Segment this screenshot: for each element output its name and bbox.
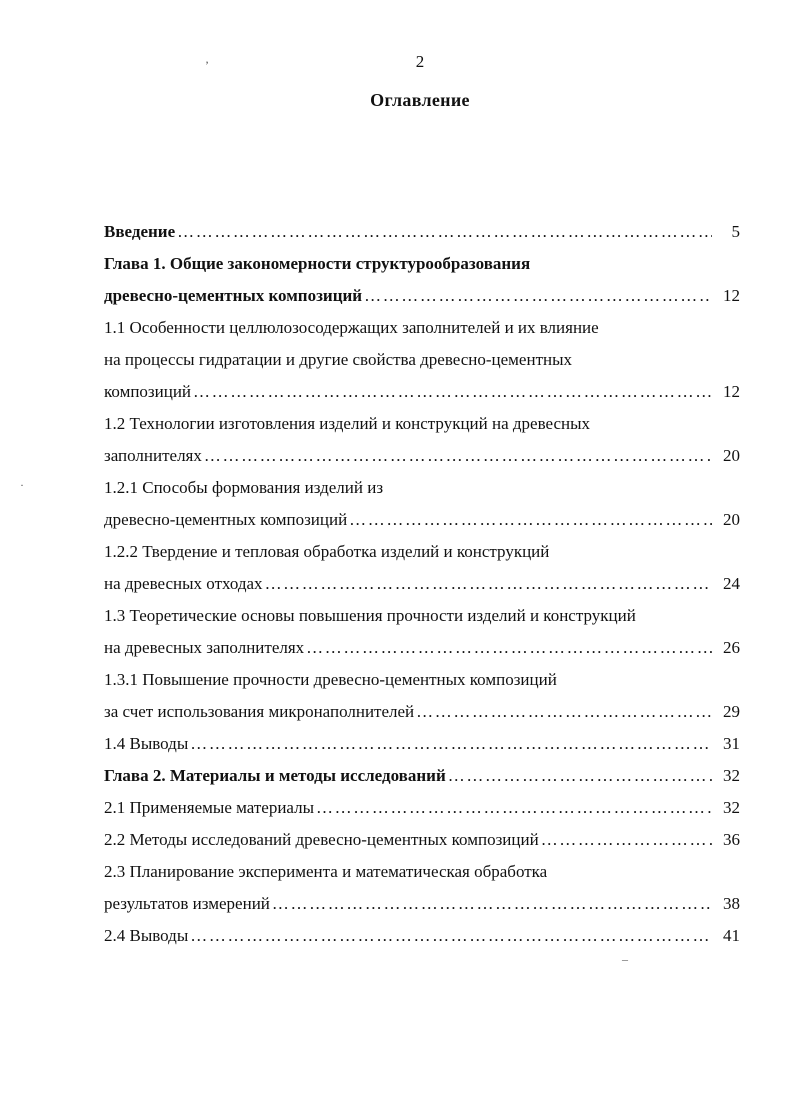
toc-entry-1-4[interactable] bbox=[104, 731, 740, 757]
toc-entry-1-1-line-1[interactable] bbox=[104, 315, 740, 341]
dot-leader bbox=[272, 891, 712, 917]
toc-entry-text: 1.2 Технологии изготовления изделий и конструкций на древесных bbox=[104, 414, 591, 433]
toc-entry-text: заполнителях bbox=[104, 446, 202, 465]
toc-entry-text: 1.2.2 Твердение и тепловая обработка изделий и конструкций bbox=[104, 542, 550, 561]
toc-entry-2-3-line-1[interactable] bbox=[104, 859, 740, 885]
toc-page-number: 5 bbox=[731, 222, 740, 241]
page-number: 2 bbox=[415, 52, 425, 71]
toc-page-number: 32 bbox=[723, 798, 740, 817]
toc-entry-chapter-1-line-1[interactable] bbox=[104, 251, 740, 277]
toc-page-number: 32 bbox=[723, 766, 740, 785]
toc-entry-1-3[interactable] bbox=[104, 635, 740, 661]
toc-page-number: 24 bbox=[723, 574, 740, 593]
dot-leader bbox=[193, 379, 712, 405]
toc-entry-chapter-1[interactable] bbox=[104, 283, 740, 309]
toc-entry-introduction[interactable] bbox=[104, 219, 740, 245]
toc-page-number: 36 bbox=[723, 830, 740, 849]
toc-entry-text: древесно-цементных композиций bbox=[104, 286, 363, 305]
toc-page-number: 20 bbox=[723, 510, 740, 529]
toc-entry-text: 1.3.1 Повышение прочности древесно-цементных композиций bbox=[104, 670, 557, 689]
toc-page-number: 41 bbox=[723, 926, 740, 945]
toc-entry-1-2[interactable] bbox=[104, 443, 740, 469]
toc-entry-1-1[interactable] bbox=[104, 379, 740, 405]
toc-entry-text: 2.3 Планирование эксперимента и математическая обработка bbox=[104, 862, 548, 881]
toc-entry-2-1[interactable] bbox=[104, 795, 740, 821]
toc-entry-1-2-line-1[interactable] bbox=[104, 411, 740, 437]
dot-leader bbox=[416, 699, 712, 725]
dot-leader bbox=[177, 219, 712, 245]
dot-leader bbox=[316, 795, 712, 821]
toc-page-number: 38 bbox=[723, 894, 740, 913]
toc-entry-text: результатов измерений bbox=[104, 894, 270, 913]
dot-leader bbox=[541, 827, 712, 853]
toc-entry-text: 1.2.1 Способы формования изделий из bbox=[104, 478, 384, 497]
toc-entry-2-4[interactable] bbox=[104, 923, 740, 949]
toc-entry-text: древесно-цементных композиций bbox=[104, 510, 348, 529]
toc-entry-text: 1.4 Выводы bbox=[104, 734, 189, 753]
toc-entry-2-3[interactable] bbox=[104, 891, 740, 917]
toc-entry-text: 2.4 Выводы bbox=[104, 926, 189, 945]
toc-entry-1-1-line-2[interactable] bbox=[104, 347, 740, 373]
scan-speck: – bbox=[622, 952, 628, 966]
toc-page-number: 20 bbox=[723, 446, 740, 465]
toc-entry-2-2[interactable] bbox=[104, 827, 740, 853]
toc-entry-text: композиций bbox=[104, 382, 192, 401]
dot-leader bbox=[190, 731, 712, 757]
dot-leader bbox=[448, 763, 712, 789]
dot-leader bbox=[306, 635, 712, 661]
toc-page-number: 29 bbox=[723, 702, 740, 721]
toc-entry-1-2-2-line-1[interactable] bbox=[104, 539, 740, 565]
toc-entry-1-3-1-line-1[interactable] bbox=[104, 667, 740, 693]
toc-entry-text: Глава 1. Общие закономерности структурообразования bbox=[104, 254, 531, 273]
toc-entry-chapter-2[interactable] bbox=[104, 763, 740, 789]
toc-title: Оглавление bbox=[370, 90, 470, 110]
toc-page-number: 12 bbox=[723, 286, 740, 305]
dot-leader bbox=[190, 923, 712, 949]
scan-speck: · bbox=[20, 478, 24, 492]
scan-speck: ’ bbox=[205, 58, 209, 72]
toc-page-number: 26 bbox=[723, 638, 740, 657]
dot-leader bbox=[364, 283, 712, 309]
toc-entry-text: Введение bbox=[104, 222, 176, 241]
toc-entry-text: на древесных заполнителях bbox=[104, 638, 305, 657]
toc-entry-text: 1.3 Теоретические основы повышения прочности изделий и конструкций bbox=[104, 606, 636, 625]
toc-entry-text: Глава 2. Материалы и методы исследований bbox=[104, 766, 446, 785]
toc-entry-1-2-1[interactable] bbox=[104, 507, 740, 533]
toc-entry-text: 2.2 Методы исследований древесно-цементных композиций bbox=[104, 830, 539, 849]
toc-entry-1-3-line-1[interactable] bbox=[104, 603, 740, 629]
toc-entry-text: за счет использования микронаполнителей bbox=[104, 702, 415, 721]
toc-entry-1-2-1-line-1[interactable] bbox=[104, 475, 740, 501]
toc-page-number: 12 bbox=[723, 382, 740, 401]
dot-leader bbox=[265, 571, 712, 597]
toc-entry-text: на древесных отходах bbox=[104, 574, 263, 593]
toc-page-number: 31 bbox=[723, 734, 740, 753]
toc-entry-1-2-2[interactable] bbox=[104, 571, 740, 597]
toc-entry-text: 2.1 Применяемые материалы bbox=[104, 798, 315, 817]
toc-entry-text: 1.1 Особенности целлюлозосодержащих заполнителей и их влияние bbox=[104, 318, 599, 337]
toc-entry-1-3-1[interactable] bbox=[104, 699, 740, 725]
dot-leader bbox=[204, 443, 712, 469]
toc-entry-text: на процессы гидратации и другие свойства древесно-цементных bbox=[104, 350, 573, 369]
dot-leader bbox=[349, 507, 712, 533]
